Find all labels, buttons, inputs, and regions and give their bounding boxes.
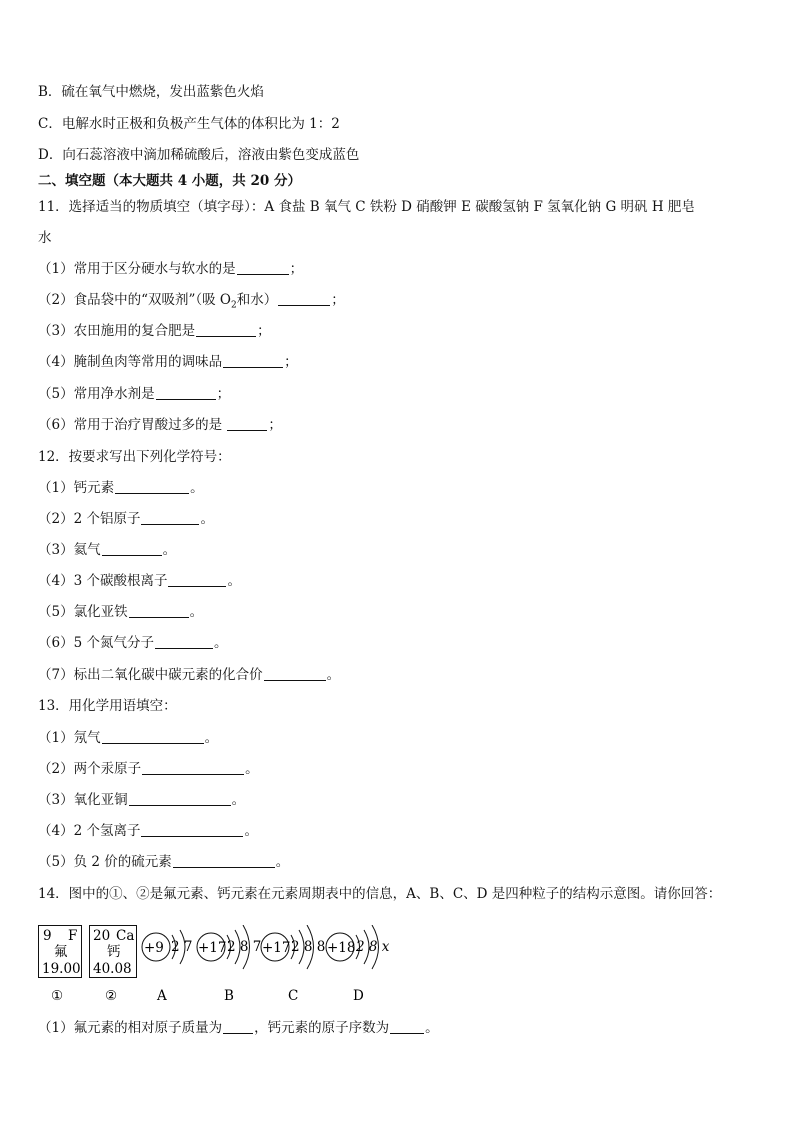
particle-a: [142, 930, 192, 1004]
answer-blank[interactable]: [156, 385, 216, 400]
q13-stem: 13．用化学用语填空：: [38, 698, 177, 714]
q11-part2-text: （2）食品袋中的“双吸剂”（吸 O: [38, 292, 232, 308]
q14-part1-text-b: ，钙元素的原子序数为: [254, 1020, 390, 1036]
q12-part4: [38, 572, 241, 590]
answer-blank[interactable]: [155, 634, 213, 649]
shell-electrons: 2 8 x: [356, 939, 390, 955]
nucleus-charge: +17: [262, 940, 291, 956]
answer-blank[interactable]: [227, 416, 267, 431]
q13-part4-text: （4）2 个氢离子: [38, 823, 141, 839]
particle-d: [326, 925, 390, 1004]
punct: ；: [289, 261, 304, 277]
subscript: 2: [231, 300, 237, 311]
nucleus-charge: +18: [327, 940, 356, 956]
punct: ；: [257, 323, 271, 339]
q13-part5: [38, 853, 289, 871]
q12-part5: [38, 603, 203, 621]
q11-part3-text: （3）农田施用的复合肥是: [38, 323, 196, 339]
punct: ；: [216, 386, 231, 402]
punct: ；: [268, 417, 282, 433]
shell-electrons: 2 8 8: [291, 939, 326, 955]
q14-part1-text: （1）氟元素的相对原子质量为: [38, 1020, 223, 1036]
atomic-structure-diagram: [38, 925, 398, 1007]
q11-part6: [38, 416, 282, 434]
q12-part5-text: （5）氯化亚铁: [38, 604, 128, 620]
q13-part4: [38, 822, 258, 840]
answer-blank[interactable]: [102, 541, 162, 556]
element-name: 氟: [54, 944, 68, 960]
answer-blank[interactable]: [115, 479, 189, 494]
q11-part5: [38, 385, 230, 403]
answer-blank[interactable]: [278, 291, 330, 306]
q12-part7-text: （7）标出二氧化碳中碳元素的化合价: [38, 667, 263, 683]
answer-blank[interactable]: [141, 822, 243, 837]
nucleus-charge: +9: [144, 940, 164, 956]
q11-part6-text: （6）常用于治疗胃酸过多的是: [38, 417, 227, 433]
periodic-cell-calcium: [90, 926, 137, 1005]
q14-part1: [38, 1019, 439, 1037]
atomic-mass: 19.00: [42, 961, 81, 977]
q12-part1-text: （1）钙元素: [38, 480, 115, 496]
atomic-mass: 40.08: [93, 961, 132, 977]
answer-blank[interactable]: [173, 853, 275, 868]
q12-part1: [38, 479, 204, 497]
q14-stem: 14．图中的①、②是氟元素、钙元素在元素周期表中的信息，A、B、C、D 是四种粒子的结构示意图。请你回答：: [38, 886, 722, 902]
answer-blank[interactable]: [237, 260, 289, 275]
punct: 。: [231, 792, 246, 808]
answer-blank[interactable]: [168, 572, 226, 587]
particle-label: C: [288, 988, 299, 1004]
q12-part6: [38, 634, 227, 652]
q13-part2-text: （2）两个汞原子: [38, 761, 142, 777]
punct: 。: [189, 604, 204, 620]
element-name: 钙: [107, 944, 121, 960]
answer-blank[interactable]: [390, 1019, 424, 1034]
answer-blank[interactable]: [141, 510, 199, 525]
q13-part3-text: （3）氧化亚铜: [38, 792, 128, 808]
q11-part4-text: （4）腌制鱼肉等常用的调味品: [38, 354, 223, 370]
punct: 。: [162, 542, 177, 558]
answer-blank[interactable]: [223, 1019, 253, 1034]
q11-part3: [38, 322, 271, 340]
punct: 。: [200, 511, 214, 527]
answer-blank[interactable]: [142, 760, 244, 775]
q12-part4-text: （4）3 个碳酸根离子: [38, 573, 168, 589]
nucleus-charge: +17: [198, 940, 227, 956]
particle-c: [261, 925, 325, 1004]
q13-part3: [38, 791, 245, 809]
particle-label: D: [353, 988, 364, 1004]
q11-part2: [38, 291, 345, 315]
q11-part1: [38, 260, 303, 278]
punct: 。: [204, 730, 219, 746]
particle-label: A: [157, 988, 167, 1004]
cell-label: ②: [105, 988, 118, 1004]
q12-stem: 12．按要求写出下列化学符号：: [38, 449, 231, 465]
punct: 。: [425, 1020, 439, 1036]
punct: 。: [190, 480, 204, 496]
q12-part3: [38, 541, 176, 559]
punct: 。: [275, 854, 290, 870]
section-title: 二、填空题（本大题共 4 小题，共 20 分）: [38, 173, 301, 189]
punct: 。: [245, 761, 259, 777]
answer-blank[interactable]: [223, 353, 283, 368]
punct: 。: [326, 667, 341, 683]
q13-part5-text: （5）负 2 价的硫元素: [38, 854, 172, 870]
q13-part1: [38, 729, 218, 747]
answer-blank[interactable]: [196, 322, 256, 337]
q12-part2: [38, 510, 214, 528]
cell-label: ①: [51, 988, 64, 1004]
shell-electrons: 2 8 7: [227, 939, 262, 955]
punct: ；: [331, 292, 345, 308]
q11-part4: [38, 353, 298, 371]
q11-stem-cont: 水: [38, 230, 52, 246]
q11-part5-text: （5）常用净水剂是: [38, 386, 155, 402]
q13-part1-text: （1）氖气: [38, 730, 101, 746]
element-symbol: F: [68, 928, 78, 944]
q13-part2: [38, 760, 259, 778]
option-c: C．电解水时正极和负极产生气体的体积比为 1：2: [38, 116, 340, 132]
q12-part6-text: （6）5 个氮气分子: [38, 635, 154, 651]
punct: 。: [227, 573, 241, 589]
answer-blank[interactable]: [102, 729, 204, 744]
punct: 。: [244, 823, 258, 839]
option-b: B．硫在氧气中燃烧，发出蓝紫色火焰: [38, 84, 264, 100]
punct: 。: [213, 635, 228, 651]
answer-blank[interactable]: [129, 791, 231, 806]
answer-blank[interactable]: [264, 666, 326, 681]
punct: ；: [284, 354, 298, 370]
shell-electrons: 2 7: [171, 939, 193, 955]
q11-stem: 11．选择适当的物质填空（填字母）：A 食盐 B 氧气 C 铁粉 D 硝酸钾 E 碳酸氢钠 F 氢氧化钠 G 明矾 H 肥皂: [38, 199, 695, 215]
particle-b: [197, 925, 261, 1004]
q12-part7: [38, 666, 340, 684]
answer-blank[interactable]: [129, 603, 189, 618]
q12-part3-text: （3）氦气: [38, 542, 101, 558]
periodic-cell-fluorine: [39, 926, 82, 1005]
atomic-number: 9: [43, 928, 52, 944]
option-d: D．向石蕊溶液中滴加稀硫酸后，溶液由紫色变成蓝色: [38, 147, 360, 163]
particle-label: B: [224, 988, 234, 1004]
q12-part2-text: （2）2 个铝原子: [38, 511, 141, 527]
q11-part2-text-b: 和水）: [236, 292, 278, 308]
atomic-number: 20: [93, 928, 111, 944]
q11-part1-text: （1）常用于区分硬水与软水的是: [38, 261, 236, 277]
element-symbol: Ca: [116, 928, 135, 944]
